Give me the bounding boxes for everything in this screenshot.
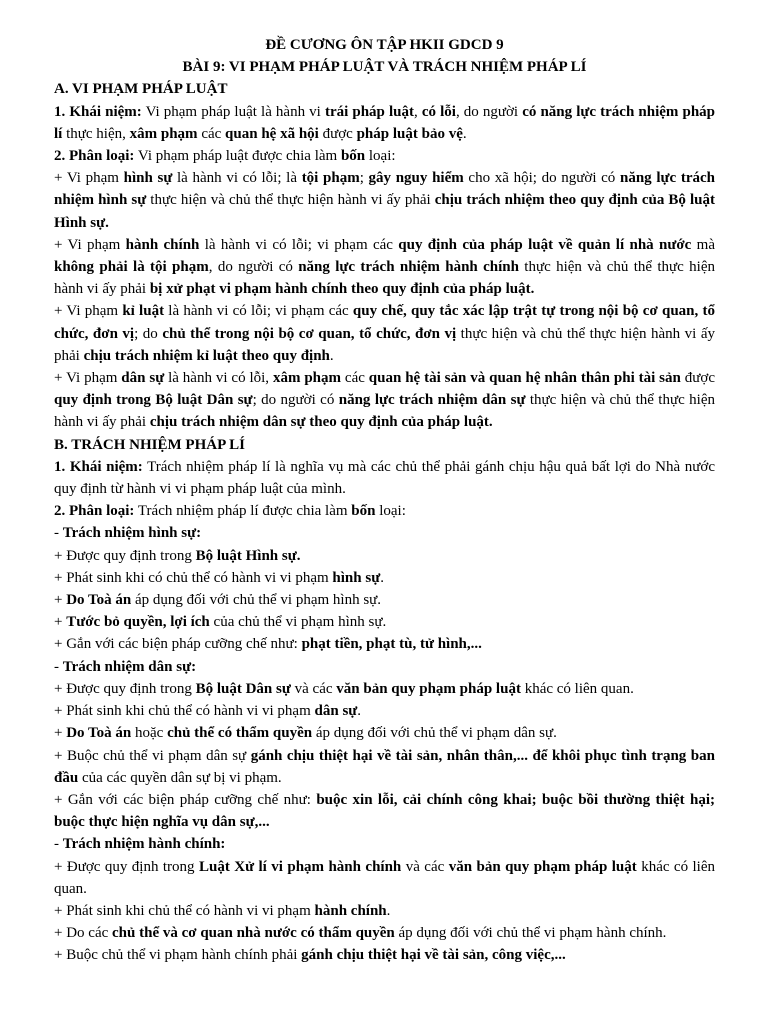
bold-text: Do Toà án bbox=[66, 725, 132, 742]
text: . bbox=[386, 902, 391, 919]
text: + Vi phạm bbox=[54, 303, 123, 320]
paragraph bbox=[54, 145, 715, 167]
paragraph bbox=[54, 611, 715, 633]
bold-text: năng lực trách nhiệm hành chính bbox=[298, 259, 519, 276]
text: + bbox=[54, 725, 67, 742]
bold-text: Do Toà án bbox=[66, 592, 132, 609]
bold-text: hình sự bbox=[332, 569, 381, 586]
paragraph bbox=[54, 856, 715, 900]
text: + Buộc chủ thể vi phạm hành chính phải bbox=[54, 947, 302, 964]
bold-text: Bộ luật Hình sự. bbox=[195, 547, 301, 564]
paragraph bbox=[54, 900, 715, 922]
text: . bbox=[357, 703, 362, 720]
bold-text: trái pháp luật bbox=[324, 103, 414, 120]
paragraph bbox=[54, 500, 715, 522]
text: các bbox=[341, 370, 369, 387]
text: loại: bbox=[375, 503, 406, 520]
paragraph bbox=[54, 300, 715, 367]
bold-text: có năng lực trách nhiệm pháp lí bbox=[54, 103, 716, 142]
text: là hành vi có lỗi, bbox=[164, 370, 273, 387]
text: Trách nhiệm pháp lí là nghĩa vụ mà các chủ thể phải gánh chịu hậu quả bất lợi do Nhà nước quy định từ hành vi vi phạm pháp luật của mình. bbox=[54, 458, 715, 498]
bold-text: xâm phạm bbox=[272, 370, 342, 387]
section-b-heading: B. TRÁCH NHIỆM PHÁP LÍ bbox=[54, 436, 245, 453]
paragraph bbox=[54, 922, 715, 944]
paragraph bbox=[54, 567, 715, 589]
text: của các quyền dân sự bị vi phạm. bbox=[78, 769, 282, 786]
bold-text: Trách nhiệm hình sự: bbox=[62, 525, 202, 542]
bold-text: văn bản quy phạm pháp luật bbox=[448, 858, 637, 875]
bold-text: chủ thể trong nội bộ cơ quan, tổ chức, đơn vị bbox=[162, 325, 457, 342]
paragraph bbox=[54, 745, 715, 789]
paragraph bbox=[54, 633, 715, 655]
paragraph bbox=[54, 545, 715, 567]
bold-text: gánh chịu thiệt hại về tài sản, công việc,... bbox=[301, 947, 566, 964]
paragraph bbox=[54, 678, 715, 700]
text: , bbox=[414, 103, 422, 120]
text: - bbox=[54, 525, 63, 542]
bold-text: 1. Khái niệm: bbox=[54, 458, 143, 475]
bold-text: quan hệ xã hội bbox=[225, 125, 319, 142]
text: + Phát sinh khi chủ thể có hành vi vi phạm bbox=[54, 902, 315, 919]
text: + Do các bbox=[54, 925, 113, 942]
bold-text: bốn bbox=[340, 148, 366, 165]
section-a-body bbox=[54, 101, 715, 434]
text: + Buộc chủ thể vi phạm dân sự bbox=[54, 747, 251, 764]
bold-text: văn bản quy phạm pháp luật bbox=[336, 680, 521, 697]
paragraph bbox=[54, 700, 715, 722]
bold-text: phạt tiền, phạt tù, tử hình,... bbox=[301, 636, 482, 653]
bold-text: pháp luật bảo vệ bbox=[356, 125, 463, 142]
bold-text: gây nguy hiểm bbox=[368, 170, 464, 187]
text: được bbox=[680, 370, 715, 387]
bold-text: tội phạm bbox=[301, 170, 360, 187]
bold-text: quy chế, quy tắc xác lập trật tự trong nội bộ cơ quan, tổ chức, đơn vị bbox=[54, 303, 715, 342]
bold-text: dân sự bbox=[314, 703, 358, 720]
bold-text: Trách nhiệm hành chính: bbox=[62, 836, 226, 853]
bold-text: 1. Khái niệm: bbox=[54, 103, 142, 120]
text: ; do bbox=[134, 325, 163, 342]
bold-text: chịu trách nhiệm kỉ luật theo quy định bbox=[83, 347, 330, 364]
bold-text: kỉ luật bbox=[122, 303, 165, 320]
text: . bbox=[329, 347, 334, 364]
text: thực hiện, bbox=[62, 125, 130, 142]
text: và các bbox=[290, 680, 337, 697]
text: , do người có bbox=[208, 259, 299, 276]
bold-text: dân sự bbox=[121, 370, 165, 387]
paragraph bbox=[54, 944, 715, 966]
paragraph bbox=[54, 234, 715, 301]
text: + Vi phạm bbox=[54, 370, 122, 387]
text: áp dụng đối với chủ thể vi phạm dân sự. bbox=[312, 725, 557, 742]
bold-text: bốn bbox=[351, 503, 376, 520]
text: , do người bbox=[455, 103, 523, 120]
lesson-title: BÀI 9: VI PHẠM PHÁP LUẬT VÀ TRÁCH NHIỆM PHÁP LÍ bbox=[182, 59, 587, 76]
text: là hành vi có lỗi; là bbox=[172, 170, 302, 187]
bold-text: quy định trong Bộ luật Dân sự bbox=[54, 392, 253, 409]
paragraph bbox=[54, 833, 715, 855]
bold-text: chủ thể có thẩm quyền bbox=[167, 725, 313, 742]
bold-text: có lỗi bbox=[421, 103, 456, 120]
text: Vi phạm pháp luật là hành vi bbox=[141, 103, 325, 120]
text: được bbox=[318, 125, 357, 142]
bold-text: buộc xin lỗi, cải chính công khai; buộc bồi thường thiệt hại; buộc thực hiện nghĩa vụ dân sự,... bbox=[54, 791, 716, 831]
text: + bbox=[54, 614, 67, 631]
text: mà bbox=[691, 236, 715, 253]
paragraph bbox=[54, 456, 715, 500]
text: áp dụng đối với chủ thể vi phạm hành chính. bbox=[394, 925, 667, 942]
bold-text: chủ thể và cơ quan nhà nước có thẩm quyền bbox=[112, 925, 395, 942]
bold-text: hành chính bbox=[125, 236, 200, 253]
text: Vi phạm pháp luật được chia làm bbox=[134, 148, 341, 165]
paragraph bbox=[54, 656, 715, 678]
text: áp dụng đối với chủ thể vi phạm hình sự. bbox=[131, 592, 382, 609]
bold-text: hình sự bbox=[123, 170, 173, 187]
text: + Được quy định trong bbox=[54, 680, 196, 697]
paragraph bbox=[54, 367, 715, 434]
bold-text: Trách nhiệm dân sự: bbox=[62, 658, 197, 675]
paragraph bbox=[54, 101, 715, 145]
bold-text: chịu trách nhiệm theo quy định của Bộ luật Hình sự. bbox=[54, 192, 715, 231]
bold-text: chịu trách nhiệm dân sự theo quy định của pháp luật. bbox=[149, 414, 493, 431]
text: thực hiện và chủ thể thực hiện hành vi ấy phải bbox=[146, 192, 435, 209]
paragraph bbox=[54, 167, 715, 234]
bold-text: quan hệ tài sản và quan hệ nhân thân phi tài sản bbox=[368, 370, 681, 387]
text: của chủ thể vi phạm hình sự. bbox=[209, 614, 387, 631]
bold-text: Bộ luật Dân sự bbox=[195, 680, 291, 697]
text: - bbox=[54, 836, 63, 853]
paragraph bbox=[54, 522, 715, 544]
text: khác có liên quan. bbox=[520, 680, 634, 697]
text: và các bbox=[401, 858, 449, 875]
paragraph bbox=[54, 722, 715, 744]
bold-text: không phải là tội phạm bbox=[54, 259, 209, 276]
text: ; do người có bbox=[252, 392, 339, 409]
bold-text: Tước bỏ quyền, lợi ích bbox=[66, 614, 210, 631]
text: ; bbox=[359, 170, 369, 187]
text: thực hiện và chủ thể thực hiện hành vi ấy phải bbox=[54, 392, 715, 431]
text: + Gắn với các biện pháp cưỡng chế như: bbox=[54, 791, 317, 808]
text: + Gắn với các biện pháp cưỡng chế như: bbox=[54, 636, 302, 653]
paragraph bbox=[54, 789, 715, 833]
text: - bbox=[54, 658, 63, 675]
section-a-heading: A. VI PHẠM PHÁP LUẬT bbox=[54, 81, 228, 98]
text: + bbox=[54, 592, 67, 609]
text: loại: bbox=[365, 148, 396, 165]
bold-text: 2. Phân loại: bbox=[54, 503, 135, 520]
text: cho xã hội; do người có bbox=[463, 170, 620, 187]
bold-text: 2. Phân loại: bbox=[54, 148, 135, 165]
bold-text: xâm phạm bbox=[129, 125, 198, 142]
text: + Vi phạm bbox=[54, 236, 126, 253]
bold-text: quy định của pháp luật về quản lí nhà nước bbox=[398, 236, 692, 253]
bold-text: Luật Xử lí vi phạm hành chính bbox=[198, 858, 402, 875]
text: khác có liên quan. bbox=[54, 858, 716, 897]
text: + Được quy định trong bbox=[54, 858, 199, 875]
text: Trách nhiệm pháp lí được chia làm bbox=[134, 503, 352, 520]
bold-text: năng lực trách nhiệm dân sự bbox=[338, 392, 526, 409]
bold-text: bị xử phạt vi phạm hành chính theo quy định của pháp luật. bbox=[149, 281, 535, 298]
section-b-body bbox=[54, 456, 715, 967]
text: . bbox=[462, 125, 467, 142]
document-title: ĐỀ CƯƠNG ÔN TẬP HKII GDCD 9 bbox=[265, 37, 504, 53]
text: hoặc bbox=[131, 725, 168, 742]
text: + Được quy định trong bbox=[54, 547, 196, 564]
text: + Phát sinh khi có chủ thể có hành vi vi phạm bbox=[54, 569, 333, 586]
text: + Vi phạm bbox=[54, 170, 124, 187]
text: là hành vi có lỗi; vi phạm các bbox=[164, 303, 353, 320]
text: là hành vi có lỗi; vi phạm các bbox=[199, 236, 399, 253]
paragraph bbox=[54, 589, 715, 611]
text: thực hiện và chủ thể thực hiện hành vi ấy phải bbox=[54, 259, 716, 298]
bold-text: hành chính bbox=[314, 902, 387, 919]
text: thực hiện và chủ thể thực hiện hành vi ấy phải bbox=[54, 325, 715, 364]
text: + Phát sinh khi chủ thể có hành vi vi phạm bbox=[54, 703, 315, 720]
bold-text: gánh chịu thiệt hại về tài sản, nhân thân,... để khôi phục tình trạng ban đầu bbox=[54, 747, 715, 786]
text: . bbox=[380, 569, 384, 586]
bold-text: năng lực trách nhiệm hình sự bbox=[54, 170, 715, 209]
text: các bbox=[197, 125, 226, 142]
